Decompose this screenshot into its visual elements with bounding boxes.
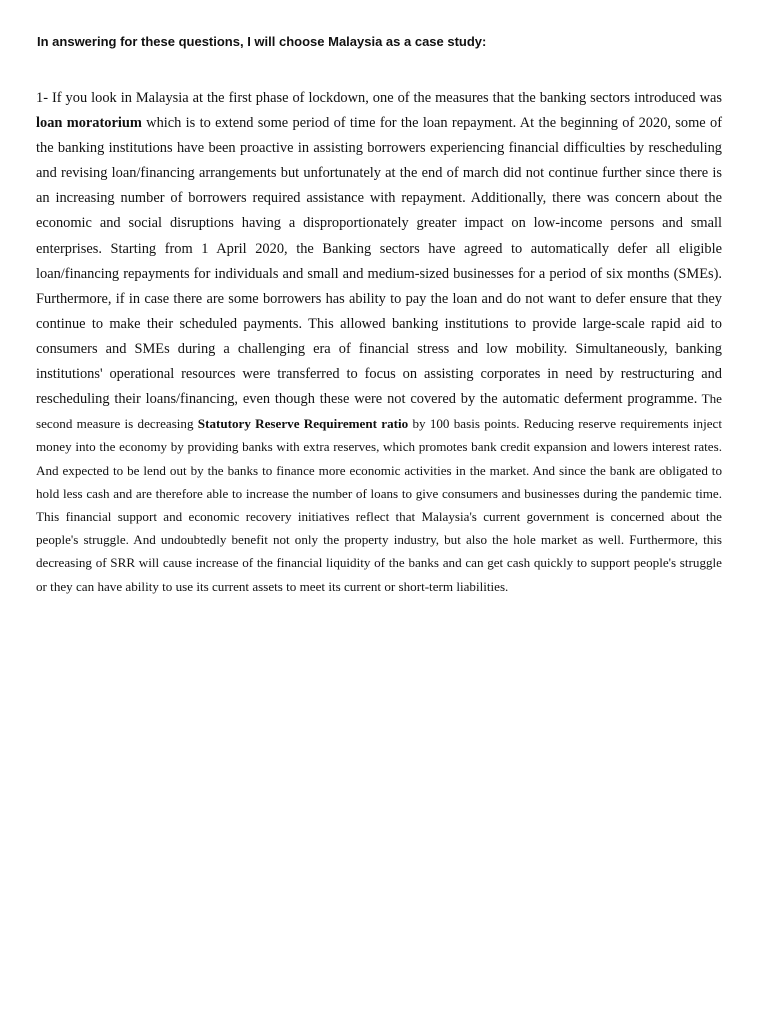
loan-moratorium-term: loan moratorium <box>36 115 142 132</box>
paragraph-intro-text: 1- If you look in Malaysia at the first phase of lockdown, one of the measures that the banking sectors introduced was <box>36 90 722 106</box>
second-measure-intro-text: The second measure is decreasing <box>36 391 722 432</box>
first-measure-text: which is to extend some period of time for the loan repayment. At the beginning of 2020, some of the banking institutions have been proactive in assisting borrowers experiencing financial difficulties by rescheduling and revising loan/financing arrangements but unfortunately at the end of march did not continue further since there is an increasing number of borrowers required assistance with repayment. Additionally, there was concern about the economic and social disruptions having a disproportionately greater impact on low-income persons and small enterprises. Starting from 1 April 2020, the Banking sectors have agreed to automatically defer all eligible loan/financing repayments for individuals and small and medium-sized businesses for a period of six months (SMEs). Furthermore, if in case there are some borrowers has ability to pay the loan and do not want to defer ensure that they continue to make their scheduled payments. This allowed banking institutions to provide large-scale rapid aid to consumers and SMEs during a challenging era of financial stress and low mobility. Simultaneously, banking institutions' operational resources were transferred to focus on assisting corporates in need by restructuring and rescheduling their loans/financing, even though these were not covered by the automatic deferment programme. <box>36 115 723 408</box>
paragraph-first-measure <box>36 90 722 407</box>
second-measure-text: by 100 basis points. Reducing reserve requirements inject money into the economy by providing banks with extra reserves, which promotes bank credit expansion and lowers interest rates. And expected to be lend out by the banks to finance more economic activities in the market. And since the bank are obligated to hold less cash and are therefore able to increase the number of loans to give consumers and businesses during the pandemic time. This financial support and economic recovery initiatives reflect that Malaysia's current government is concerned about the people's struggle. And undoubtedly benefit not only the property industry, but also the hole market as well. Furthermore, this decreasing of SRR will cause increase of the financial liquidity of the banks and can get cash quickly to support people's struggle or they can have ability to use its current assets to meet its current or short-term liabilities. <box>36 416 722 594</box>
answer-paragraph <box>36 86 722 598</box>
document-heading: In answering for these questions, I will choose Malaysia as a case study: <box>37 34 487 49</box>
paragraph-second-measure <box>36 391 722 594</box>
srr-ratio-term: Statutory Reserve Requirement ratio <box>197 416 409 432</box>
